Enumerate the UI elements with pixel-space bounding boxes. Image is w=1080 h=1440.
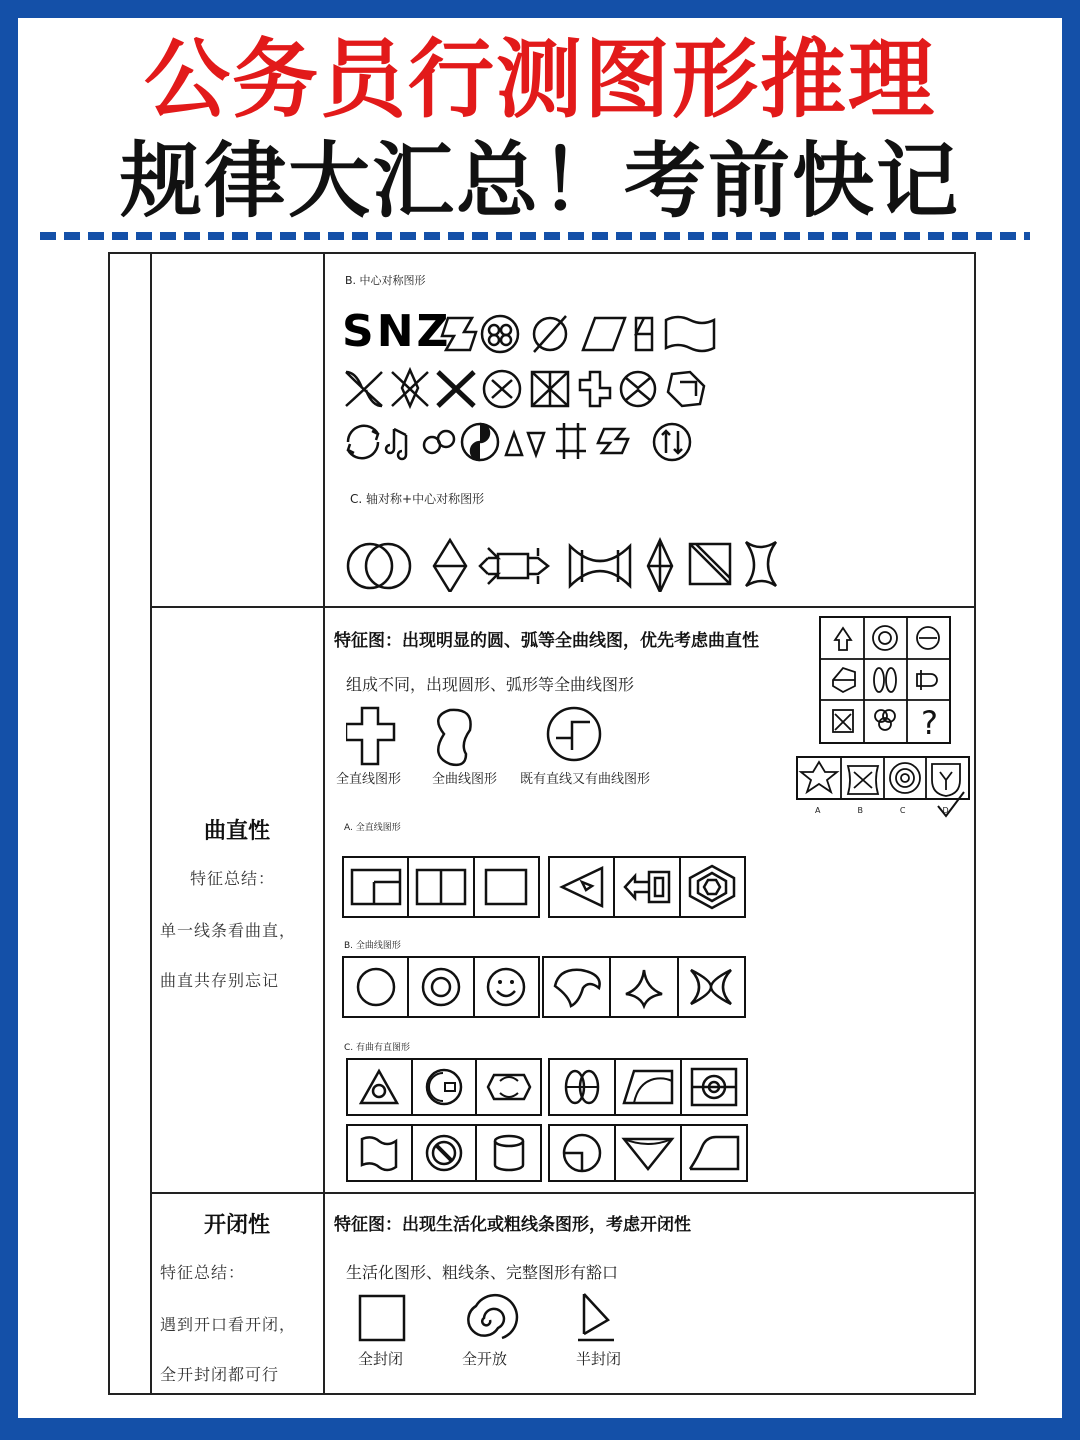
caption-straight: 全直线图形: [336, 772, 402, 787]
mixed-figure: [477, 1060, 540, 1114]
straight-figure: [681, 858, 744, 916]
curve-composition-text: 组成不同，出现圆形、弧形等全曲线图形: [346, 675, 635, 694]
openclose-summary-line-1: 遇到开口看开闭，: [160, 1315, 297, 1334]
option-c: C: [899, 806, 943, 815]
letters-snz: SNZ: [342, 306, 452, 357]
mixed-figure: [348, 1126, 413, 1180]
straight-figure: [615, 858, 680, 916]
mixed-figure: [550, 1060, 616, 1114]
curve-feature-text: 特征图：出现明显的圆、弧等全曲线图，优先考虑曲直性: [334, 631, 759, 651]
axis-central-symmetric-row: [342, 536, 792, 592]
spiral-icon: [468, 1295, 517, 1338]
puzzle-grid: [819, 616, 951, 744]
straight-figure: [550, 858, 615, 916]
title-line-2: 规律大汇总！考前快记: [119, 134, 960, 229]
caption-closed: 全封闭: [358, 1350, 404, 1368]
central-symmetric-row-2: [342, 366, 712, 412]
smiley-icon: [475, 958, 538, 1016]
caption-curve: 全曲线图形: [432, 772, 498, 787]
title-line-1: 公务员行测图形推理: [144, 30, 936, 130]
prohibited-icon: [413, 1126, 478, 1180]
curve-figure: [344, 958, 409, 1016]
option-b: B: [857, 806, 900, 815]
mixed-group-4: [548, 1124, 748, 1182]
mixed-figure: [682, 1126, 746, 1180]
openclose-summary-label: 特征总结：: [160, 1263, 246, 1282]
straight-group-1: [342, 856, 540, 918]
mixed-figure: [616, 1060, 682, 1114]
central-symmetric-row-1: [438, 312, 718, 356]
mixed-figure: [413, 1060, 478, 1114]
curve-a-label: A. 全直线图形: [344, 823, 401, 833]
curve-c-label: C. 有曲有直图形: [344, 1043, 411, 1053]
check-mark-icon: [936, 790, 966, 820]
mixed-figure: [348, 1060, 413, 1114]
curve-side-title: 曲直性: [204, 819, 271, 844]
option-d: D: [942, 806, 986, 815]
closed-square-icon: [360, 1296, 404, 1340]
curve-figure: [409, 958, 474, 1016]
mixed-figure: [550, 1126, 616, 1180]
curve-summary-label: 特征总结：: [190, 869, 276, 888]
mixed-group-2: [548, 1058, 748, 1116]
question-mark: ?: [921, 704, 938, 742]
cross-icon: [346, 708, 394, 764]
curve-figure: [544, 958, 611, 1016]
openclose-side-title: 开闭性: [204, 1213, 271, 1238]
col-divider-1: [150, 254, 152, 1393]
option-a: A: [815, 806, 858, 815]
curve-example-shapes: [346, 704, 626, 770]
caption-both: 既有直线又有曲线图形: [520, 772, 651, 787]
straight-figure: [475, 858, 538, 916]
openclose-example-shapes: [354, 1290, 634, 1352]
openclose-summary-line-2: 全开封闭都可行: [160, 1365, 280, 1384]
straight-figure: [409, 858, 474, 916]
caption-open: 全开放: [462, 1350, 508, 1368]
openclose-feature-text: 特征图：出现生活化或粗线条图形，考虑开闭性: [334, 1215, 691, 1235]
central-symmetric-row-3: [342, 419, 712, 465]
mixed-group-3: [346, 1124, 542, 1182]
curve-group-1: [342, 956, 540, 1018]
blob-icon: [438, 710, 470, 765]
dashed-divider: [40, 232, 1030, 240]
straight-group-2: [548, 856, 746, 918]
row-divider-1: [150, 606, 974, 608]
mixed-figure: [616, 1126, 682, 1180]
cylinder-icon: [477, 1126, 540, 1180]
puzzle-grid-figures: [821, 618, 949, 742]
curve-figure: [679, 958, 744, 1016]
curve-b-label: B. 全曲线图形: [344, 941, 401, 951]
caption-half: 半封闭: [576, 1350, 622, 1368]
mixed-figure: [682, 1060, 746, 1114]
curve-summary-line-2: 曲直共存别忘记: [160, 971, 280, 990]
rules-table: [108, 252, 986, 1395]
row-divider-2: [150, 1192, 974, 1194]
straight-figure: [344, 858, 409, 916]
col-divider-2: [323, 254, 325, 1393]
s-shape-icon: [442, 318, 476, 350]
curve-summary-line-1: 单一线条看曲直，: [160, 921, 297, 940]
curve-group-2: [542, 956, 746, 1018]
mixed-group-1: [346, 1058, 542, 1116]
curve-figure: [611, 958, 678, 1016]
half-closed-icon: [578, 1294, 614, 1340]
section-c-label: C. 轴对称+中心对称图形: [350, 492, 485, 506]
openclose-desc-text: 生活化图形、粗线条、完整图形有豁口: [346, 1263, 619, 1282]
section-b-label: B. 中心对称图形: [345, 274, 426, 287]
